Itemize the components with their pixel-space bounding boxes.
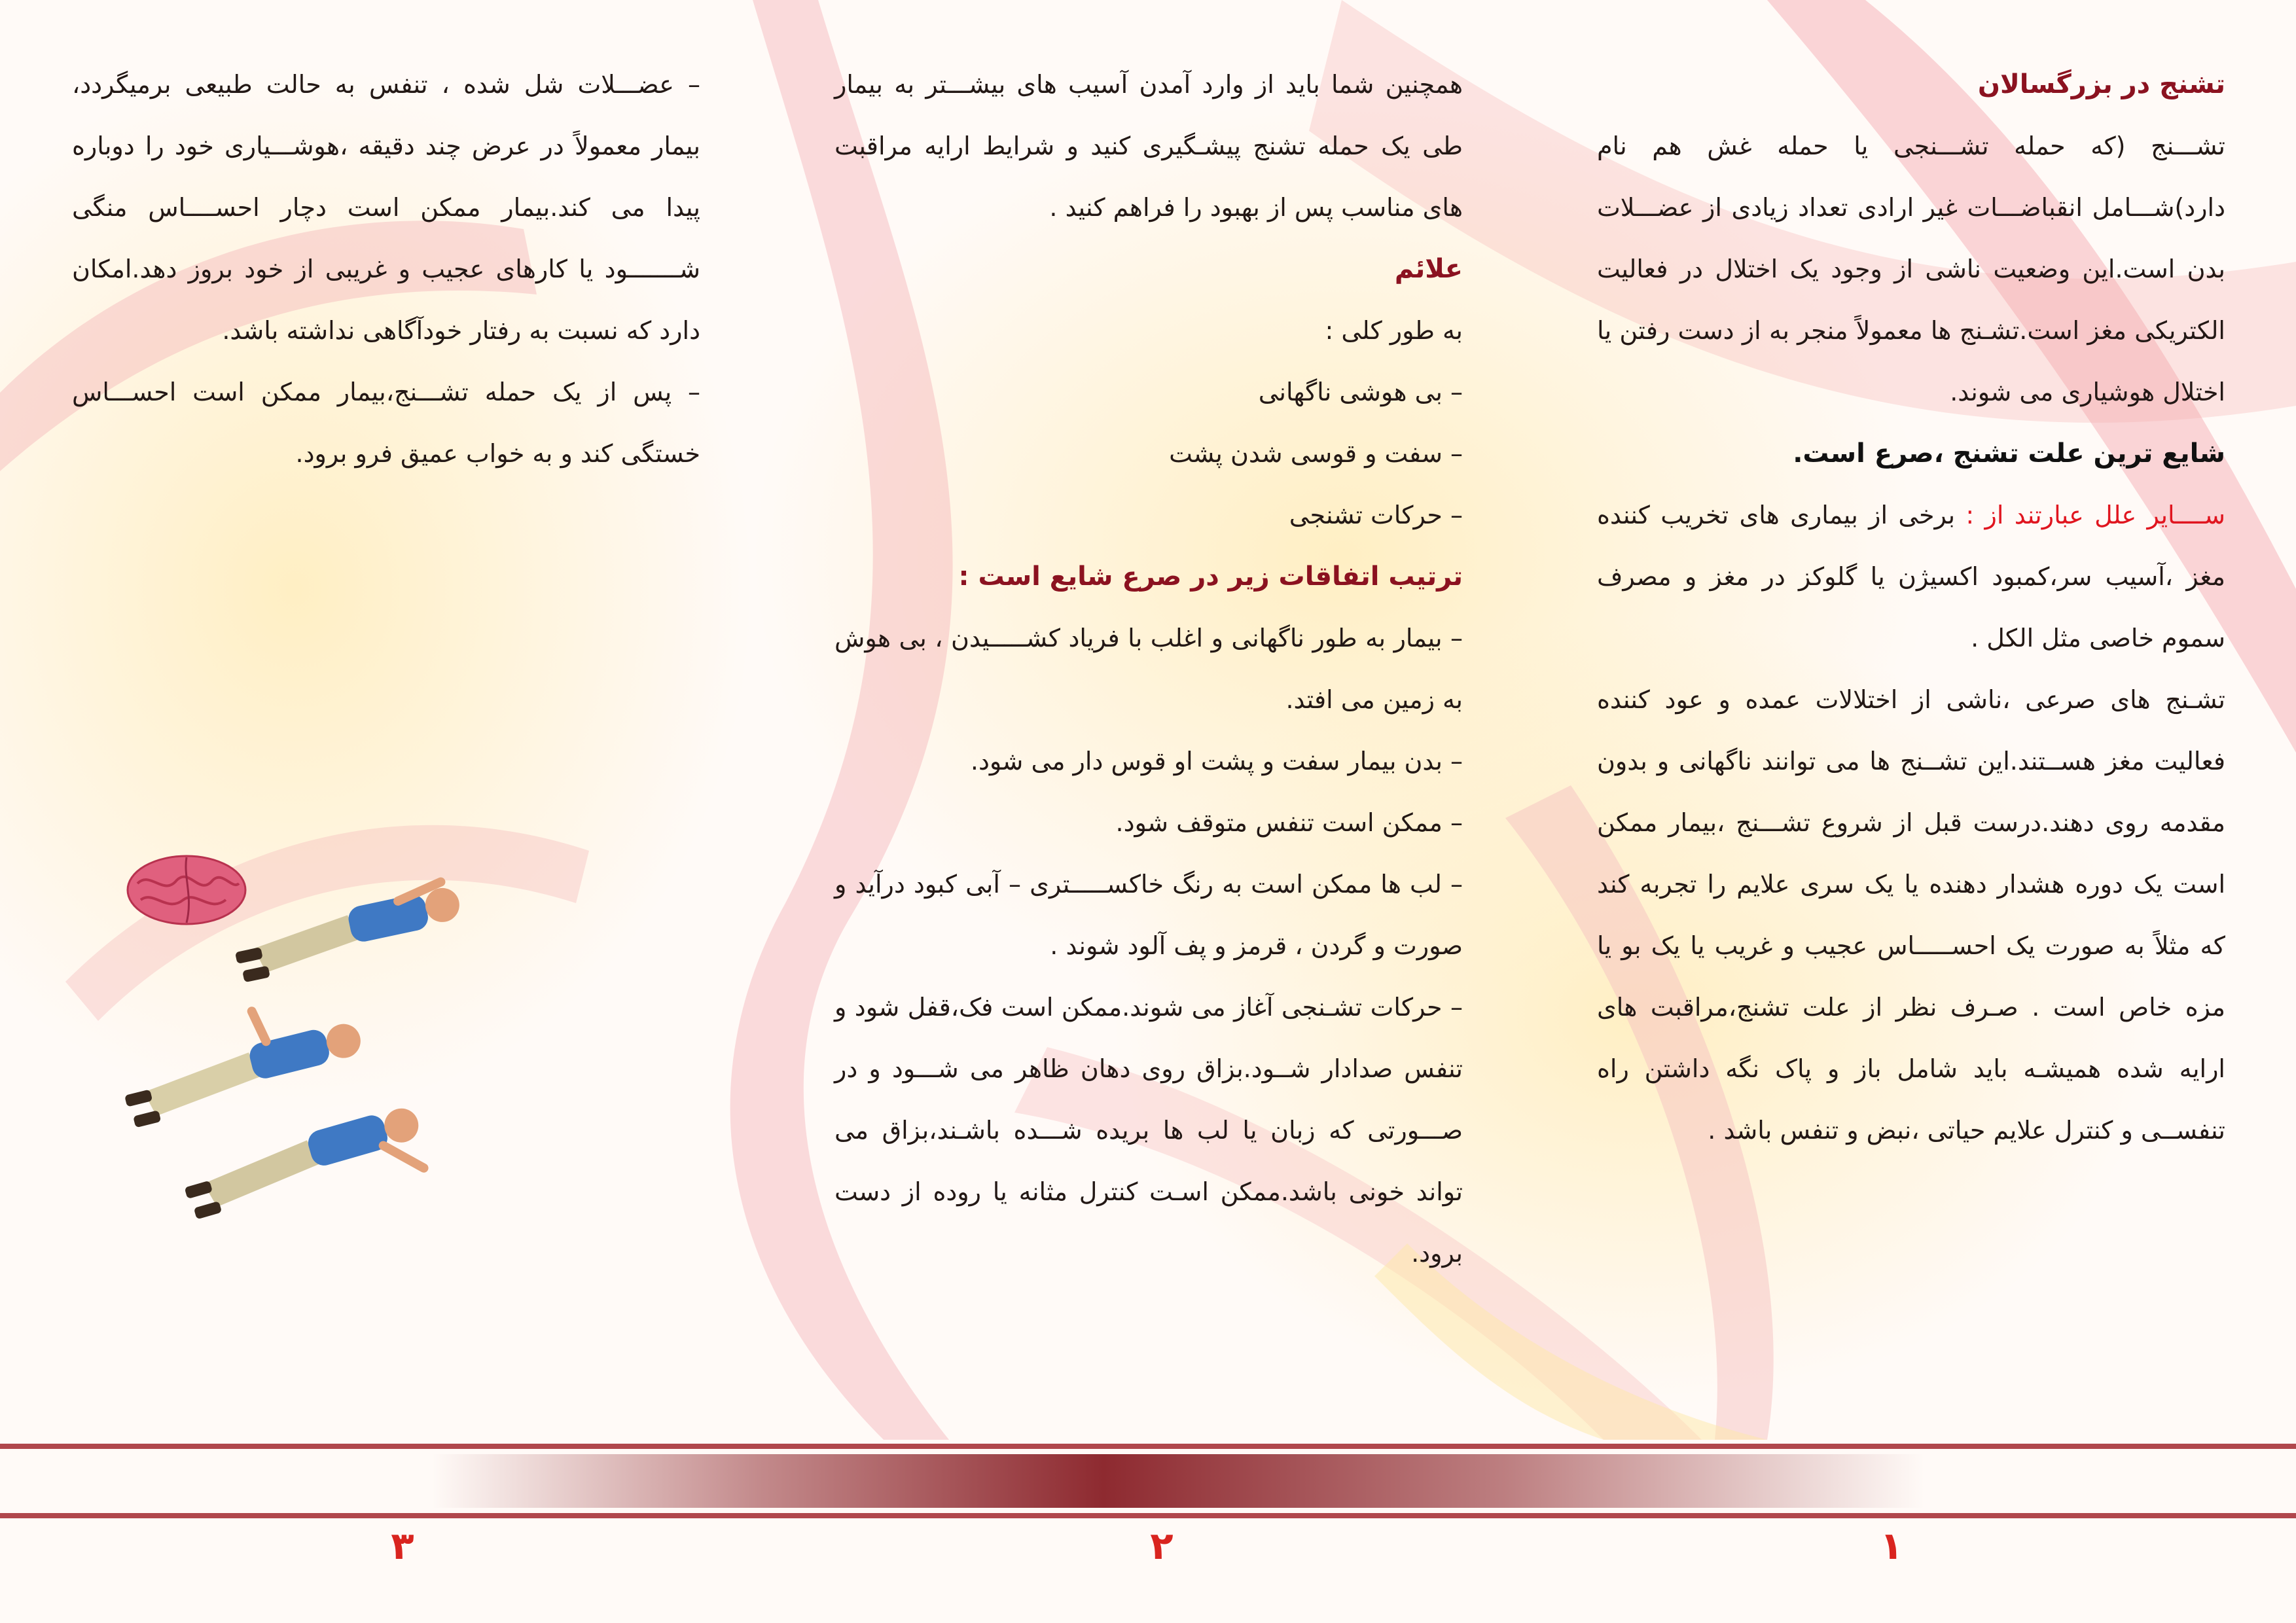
sign-item: – سفت و قوسی شدن پشت — [1169, 439, 1463, 468]
page-1-title: تشنج در بزرگسالان — [1977, 69, 2225, 99]
sequence-item: – بدن بیمار سفت و پشت او قوس دار می شود. — [970, 747, 1463, 776]
footer-line-top — [0, 1444, 2296, 1449]
signs-heading: علائم — [1394, 254, 1463, 284]
lying-figure — [112, 988, 368, 1129]
sequence-heading: ترتیب اتفاقات زیر در صرع شایع است : — [958, 562, 1463, 592]
lying-figure — [230, 879, 467, 983]
page-1-column — [1597, 54, 2225, 1161]
page-1-intro-paragraph: تشـــنج (که حمله تشـــنجی یا حمله غش هم نام دارد)شـــامل انقباضـــات غیر ارادی تعداد زیادی از عضـــلات بدن است.این وضعیت ناشی از وجود یک اختلال در فعالیت الکتریکی مغز است.تشـنج ها معمولاً منجر به از دست رفتن یا اختلال هوشیاری می شوند. — [1597, 132, 2225, 406]
sequence-item: – لب ها ممکن است به رنگ خاکســـــتری – آبی کبود درآید و صورت و گردن ، قرمز و پف آلود شوند . — [834, 870, 1463, 960]
footer-line-bottom — [0, 1513, 2296, 1518]
sequence-item: – حرکات تشـنجی آغاز می شوند.ممکن است فک،قفل شود و تنفس صدادار شــود.بزاق روی دهان ظاهر می شـــود و در صـــورتی که زبان یا لب ها بریده شـــده باشـند،بزاق می تواند خونی باشد.ممکن اسـت کنترل مثانه یا روده از دست برود. — [834, 993, 1463, 1268]
page-number-1: ۱ — [1880, 1524, 1903, 1568]
sign-item: – بی هوشی ناگهانی — [1258, 378, 1463, 406]
common-cause-heading: شایع ترین علت تشنج ،صرع است. — [1793, 438, 2225, 469]
sequence-item: – ممکن است تنفس متوقف شود. — [1115, 808, 1463, 837]
brain-icon — [128, 856, 245, 924]
recovery-item: – عضـــلات شل شده ، تنفس به حالت طبیعی برمیگردد، بیمار معمولاً در عرض چند دقیقه ،هوشـــیاری خود را دوباره پیدا می کند.بیمار ممکن است دچار احســــاس منگی شـــــــود یا کارهای عجیب و غریبی از خود بروز دهد.امکان دارد که نسبت به رفتار خودآگاهی نداشته باشد. — [72, 70, 700, 345]
sign-item: – حرکات تشنجی — [1289, 501, 1463, 529]
page-number-3: ۳ — [391, 1524, 414, 1568]
lying-figure — [179, 1103, 431, 1233]
other-causes-paragraph — [1597, 484, 2225, 669]
other-causes-text: برخی از بیماری های تخریب کننده مغز ،آسیب سر،کمبود اکسیژن یا گلوکز در مغز و مصرف سموم خاصی مثل الکل . — [1597, 501, 2225, 652]
recovery-item: – پس از یک حمله تشـــنج،بیمار ممکن است احســـاس خستگی کند و به خواب عمیق فرو برود. — [72, 378, 700, 468]
page-3-column — [72, 54, 700, 484]
epilepsy-paragraph: تشـنج های صرعی ،ناشی از اختلالات عمده و عود کننده فعالیت مغز هســتند.این تشــنج ها می توانند ناگهانی و بدون مقدمه روی دهند.درست قبل از شروع تشـــنج ،بیمار ممکن است یک دوره هشدار دهنده یا یک سری علایم را تجربه کند که مثلاً به صورت یک احســـــاس عجیب و غریب یا یک بو یا مزه خاص است . صـرف نظر از علت تشنج،مراقبت های ارایه شده همیشـه باید شامل باز و پاک نگه داشتن راه تنفســی و کنترل علایم حیاتی ،نبض و تنفس باشد . — [1597, 685, 2225, 1145]
other-causes-lead: ســــایر علل عبارتند از : — [1965, 501, 2225, 529]
sequence-item: – بیمار به طور ناگهانی و اغلب با فریاد کشـــــیدن ، بی هوش به زمین می افتد. — [834, 624, 1463, 714]
page-2-column — [834, 54, 1463, 1284]
page-number-2: ۲ — [1150, 1524, 1174, 1568]
seizure-illustration — [111, 851, 596, 1283]
footer-band — [432, 1454, 1924, 1508]
signs-intro: به طور کلی : — [1325, 316, 1463, 345]
page-2-intro-paragraph: همچنین شما باید از وارد آمدن آسیب های بیشـــتر به بیمار طی یک حمله تشنج پیشـگیری کنید و شرایط ارایه مراقبت های مناسب پس از بهبود را فراهم کنید . — [834, 70, 1463, 222]
